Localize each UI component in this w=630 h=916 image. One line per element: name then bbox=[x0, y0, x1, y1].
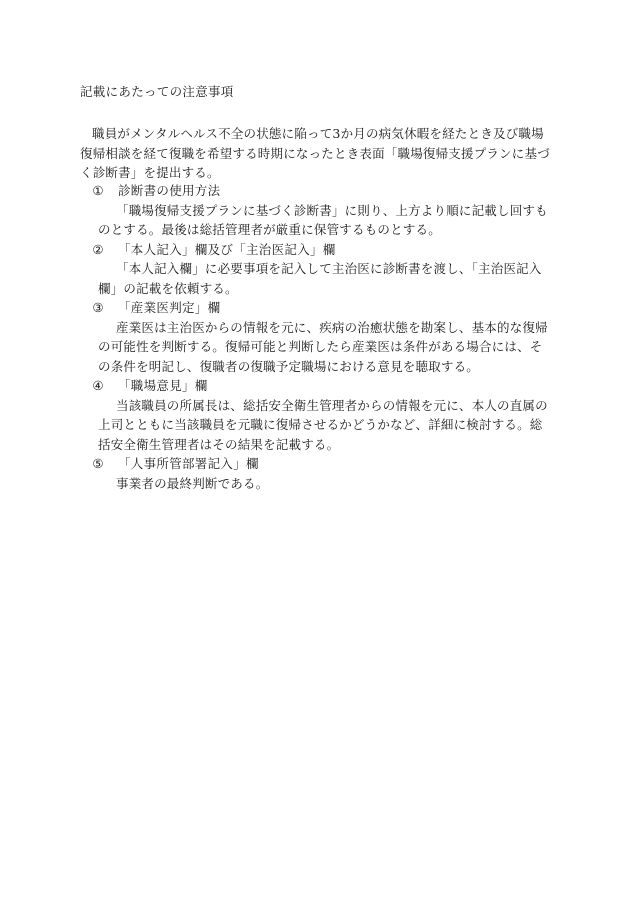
item-title: 「人事所管部署記入」欄 bbox=[118, 456, 259, 471]
item-number: ① bbox=[92, 183, 104, 198]
item-body: 「職場復帰支援プランに基づく診断書」に則り、上方より順に記載し回すものとする。最後は総括管理者が厳重に保管するものとする。 bbox=[98, 202, 548, 237]
item-number: ② bbox=[92, 241, 104, 257]
item-number: ③ bbox=[92, 300, 104, 315]
list-item bbox=[80, 298, 555, 376]
item-title: 「職場意見」欄 bbox=[118, 378, 208, 393]
item-number: ⑤ bbox=[92, 456, 104, 471]
item-body: 産業医は主治医からの情報を元に、疾病の治癒状態を勘案し、基本的な復帰の可能性を判断する。復帰可能と判断したら産業医は条件がある場合には、その条件を明記し、復職者の復職予定職場における意見を聴取する。 bbox=[98, 319, 548, 374]
item-body: 当該職員の所属長は、総括安全衛生管理者からの情報を元に、本人の直属の上司とともに当該職員を元職に復帰させるかどうかなど、詳細に検討する。総括安全衛生管理者はその結果を記載する。 bbox=[98, 397, 548, 452]
list-item bbox=[80, 376, 555, 454]
item-number: ④ bbox=[92, 378, 104, 393]
item-title: 「本人記入」欄及び「主治医記入」欄 bbox=[118, 241, 336, 257]
list-item bbox=[80, 240, 555, 299]
page-title: 記載にあたっての注意事項 bbox=[80, 84, 234, 99]
item-title: 診断書の使用方法 bbox=[118, 183, 221, 198]
intro-paragraph: 職員がメンタルヘルス不全の状態に陥って3か月の病気休暇を経たとき及び職場復帰相談を経て復職を希望する時期になったとき表面「職場復帰支援プランに基づく診断書」を提出する。 bbox=[80, 126, 550, 180]
list-item bbox=[80, 454, 555, 493]
item-body: 「本人記入欄」に必要事項を記入して主治医に診断書を渡し、「主治医記入欄」の記載を依頼する。 bbox=[98, 261, 542, 296]
list-item bbox=[80, 181, 555, 240]
notes-list bbox=[80, 181, 555, 493]
item-body: 事業者の最終判断である。 bbox=[116, 475, 269, 491]
item-title: 「産業医判定」欄 bbox=[118, 300, 221, 315]
